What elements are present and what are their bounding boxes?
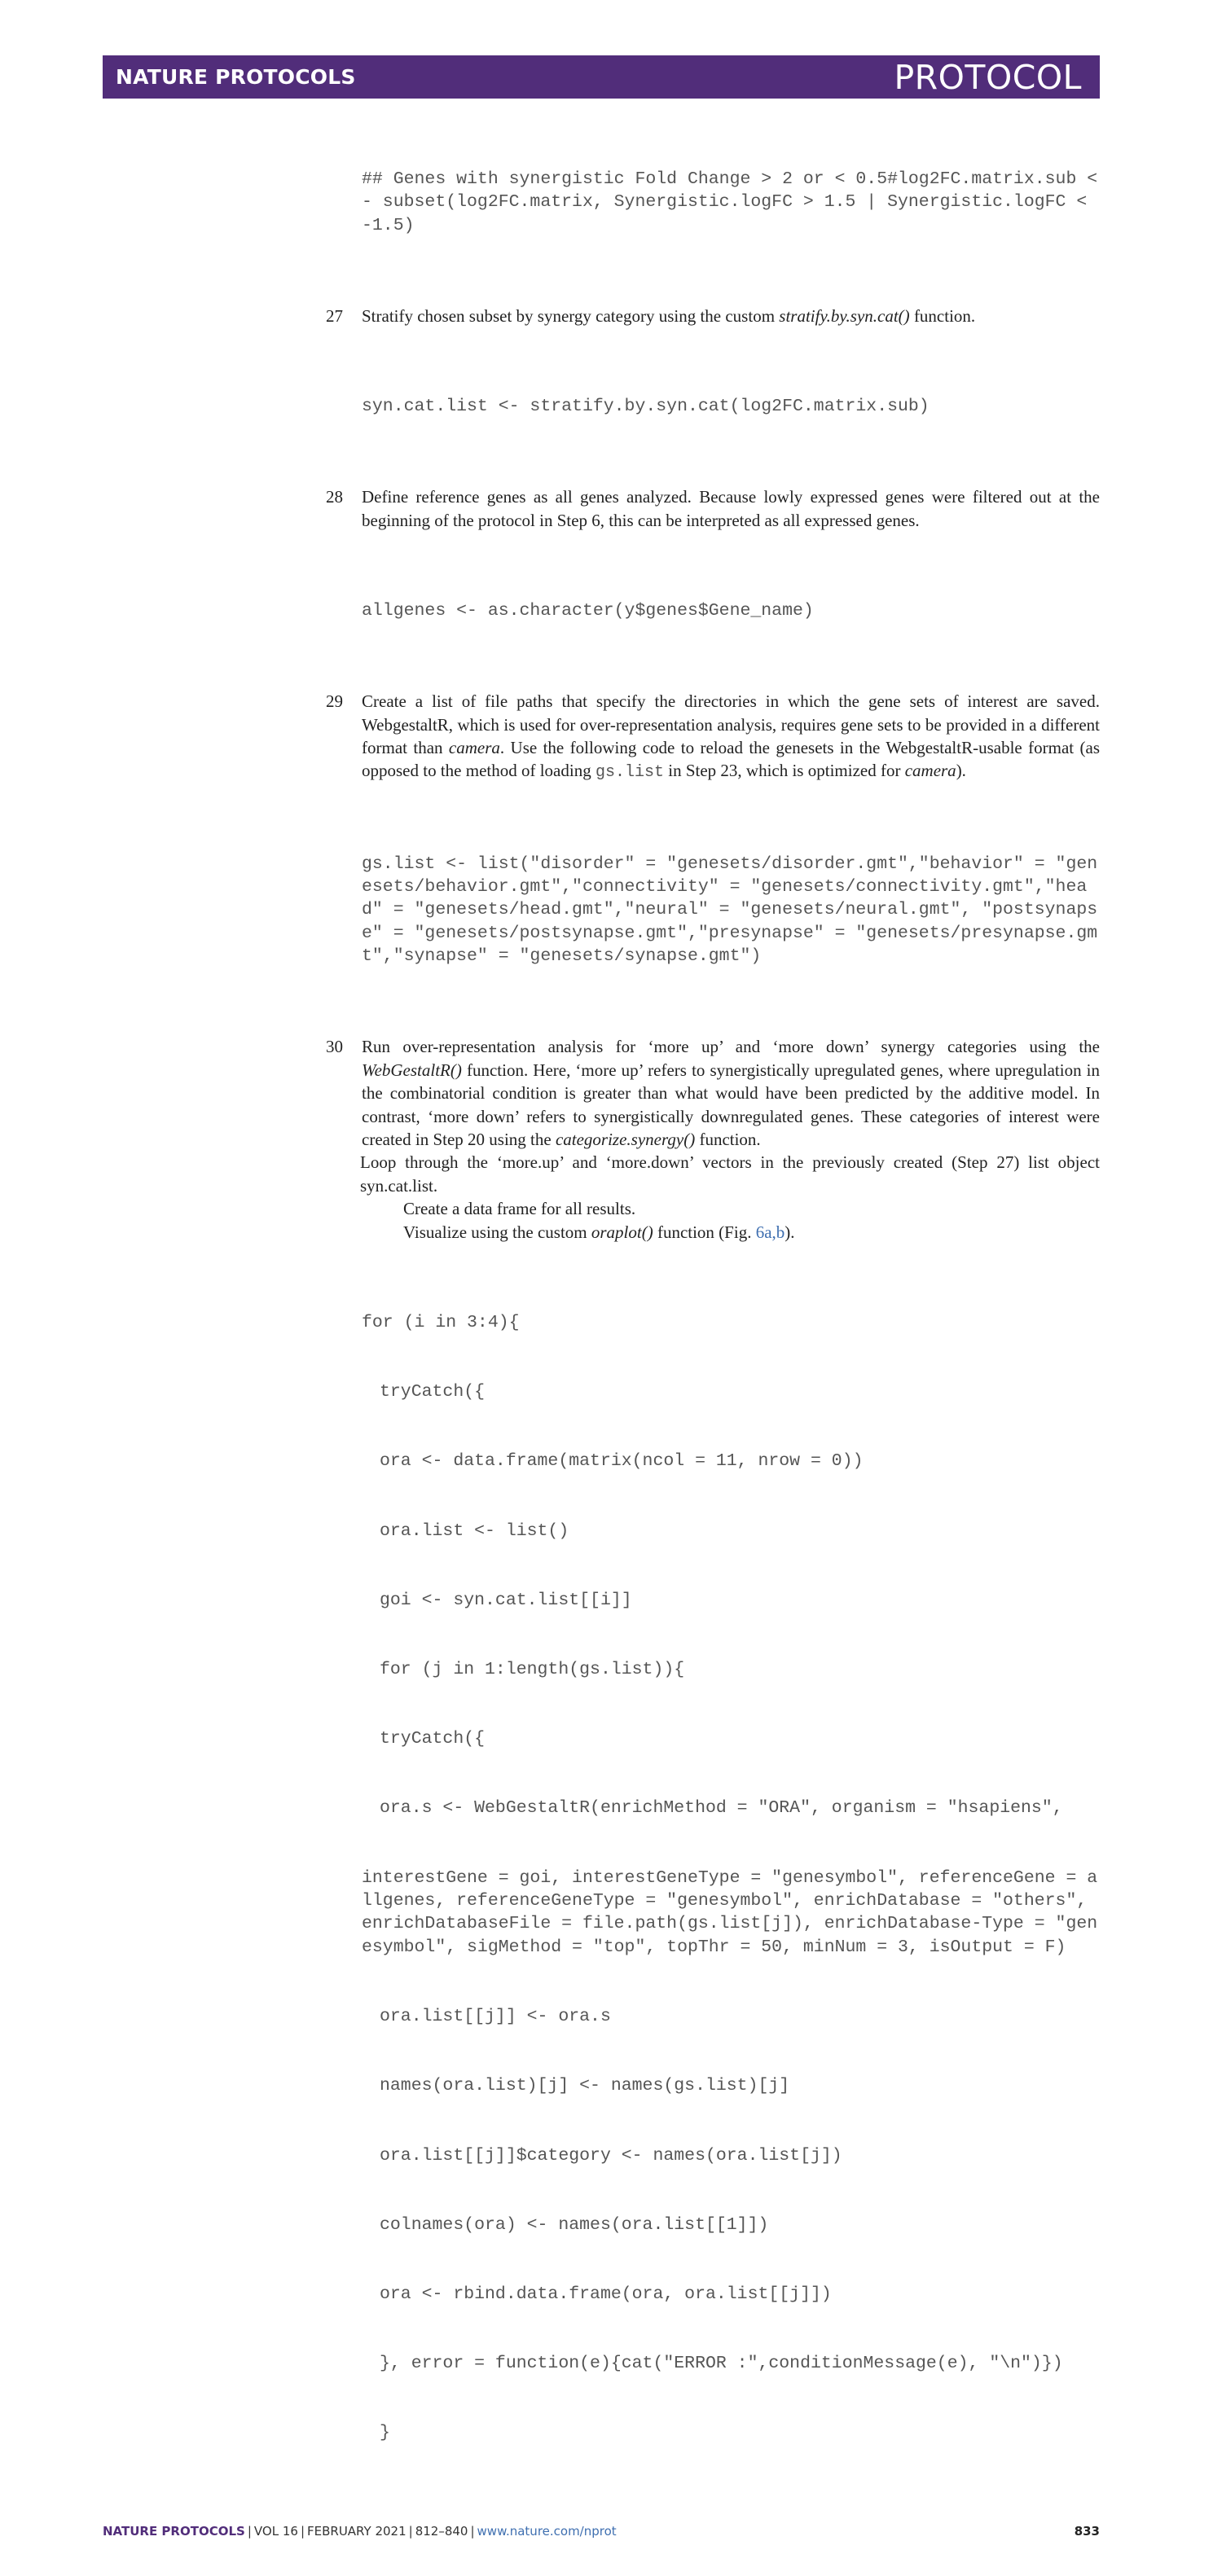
step-text xyxy=(362,1035,1100,1151)
code-line: colnames(ora) <- names(ora.list[[1]]) xyxy=(380,2214,769,2235)
code-line: for (i in 3:4){ xyxy=(362,1312,520,1332)
code-line: names(ora.list)[j] <- names(gs.list)[j] xyxy=(380,2076,790,2096)
code-line: syn.cat.list <- stratify.by.syn.cat(log2FC.matrix.sub) xyxy=(362,397,930,417)
step-29 xyxy=(326,690,1100,785)
step-27 xyxy=(326,305,1100,327)
code-line: } xyxy=(380,2423,390,2443)
separator: | xyxy=(247,2523,252,2539)
footer-url-link[interactable]: www.nature.com/nprot xyxy=(477,2523,617,2539)
figure-link[interactable]: 6a,b xyxy=(755,1222,785,1242)
step-28 xyxy=(326,485,1100,532)
code-block-subset xyxy=(362,121,1100,283)
page-footer xyxy=(103,2524,1100,2543)
package-name: camera xyxy=(904,761,956,781)
step-text xyxy=(362,690,1100,785)
text-run: Create a list of file paths that specify the directories in which the gene sets of interest are saved. WebgestaltR, which is used for over-representation analysis, requires gene sets to be provided in a different format than xyxy=(362,691,1100,757)
journal-name: NATURE PROTOCOLS xyxy=(116,65,356,89)
code-block-allgenes xyxy=(362,553,1100,669)
substep-visualize xyxy=(403,1221,1100,1244)
footer-journal: NATURE PROTOCOLS xyxy=(103,2523,245,2539)
code-line: ora.s <- WebGestaltR(enrichMethod = "ORA", organism = "hsapiens", xyxy=(380,1798,1063,1819)
code-line: goi <- syn.cat.list[[i]] xyxy=(380,1590,632,1610)
code-block-stratify xyxy=(362,349,1100,464)
text-run: function (Fig. xyxy=(653,1222,756,1242)
loop-instruction: Loop through the ‘more.up’ and ‘more.down’ vectors in the previously created (Step 27) list object syn.cat.list. xyxy=(360,1152,1100,1196)
code-line: ora <- rbind.data.frame(ora, ora.list[[j]]) xyxy=(380,2284,832,2304)
code-line: ora.list[[j]]$category <- names(ora.list[j]) xyxy=(380,2145,842,2166)
code-block-ora-loop xyxy=(362,1265,1100,2491)
code-line: gs.list <- list("disorder" = "genesets/disorder.gmt","behavior" = "genesets/behavior.gmt","connectivity" = "genesets/connectivity.gmt","head" = "genesets/head.gmt","neural" = "genesets/neural.gmt", "postsynapse" = "genesets/postsynapse.gmt","presynapse" = "genesets/presynapse.gmt","synapse" = "genesets/synapse.gmt") xyxy=(362,854,1098,967)
separator: | xyxy=(470,2523,475,2539)
article-type: PROTOCOL xyxy=(894,58,1082,97)
function-name: WebGestaltR() xyxy=(362,1060,462,1080)
substep-create-data-frame: Create a data frame for all results. xyxy=(403,1199,636,1219)
text-run: function. Here, ‘more up’ refers to synergistically upregulated genes, where upregulation in the combinatorial condition is greater than what would have been predicted by the additive model. In contrast, ‘more down’ refers to synergistically downregulated genes. These categories of interest were created in Step 20 using the xyxy=(362,1060,1100,1150)
function-name: oraplot() xyxy=(591,1222,653,1242)
text-run: Visualize using the custom xyxy=(403,1222,591,1242)
step-number: 27 xyxy=(326,305,343,326)
page-number: 833 xyxy=(1074,2523,1100,2539)
text-run: ). xyxy=(784,1222,795,1242)
separator: | xyxy=(408,2523,413,2539)
function-name: categorize.synergy() xyxy=(555,1130,696,1150)
text-run: ). xyxy=(956,761,966,781)
code-line: tryCatch({ xyxy=(380,1382,486,1402)
text-run: . Use the following code to reload the genesets in the WebgestaltR-usable format (as opposed to the method of loading xyxy=(362,737,1100,781)
journal-header-band xyxy=(103,55,1100,99)
inline-code: gs.list xyxy=(595,763,664,783)
function-name: stratify.by.syn.cat() xyxy=(779,305,910,326)
code-line: }, error = function(e){cat("ERROR :",conditionMessage(e), "\n")}) xyxy=(380,2354,1063,2374)
code-line: allgenes <- as.character(y$genes$Gene_name) xyxy=(362,600,814,621)
text-run: Run over-representation analysis for ‘more up’ and ‘more down’ synergy categories using the xyxy=(362,1037,1100,1057)
code-line: ora.list <- list() xyxy=(380,1521,569,1541)
footer-volume: VOL 16 xyxy=(253,2523,298,2539)
code-line: ## Genes with synergistic Fold Change > 2 or < 0.5#log2FC.matrix.sub <- subset(log2FC.matrix, Synergistic.logFC > 1.5 | Synergistic.logFC < -1.5) xyxy=(362,169,1098,235)
article-body xyxy=(326,121,1100,2491)
text-run: Stratify chosen subset by synergy category using the custom xyxy=(362,305,780,326)
step-text: Define reference genes as all genes analyzed. Because lowly expressed genes were filtered out at the beginning of the protocol in Step 6, this can be interpreted as all expressed genes. xyxy=(362,487,1100,530)
code-block-gs-list xyxy=(362,806,1100,1015)
text-run: in Step 23, which is optimized for xyxy=(663,761,905,781)
code-line: ora <- data.frame(matrix(ncol = 11, nrow = 0)) xyxy=(380,1451,864,1472)
step-number: 28 xyxy=(326,487,343,507)
code-line: for (j in 1:length(gs.list)){ xyxy=(380,1659,685,1679)
code-line: tryCatch({ xyxy=(380,1729,486,1749)
text-run: function. xyxy=(909,305,976,326)
separator: | xyxy=(300,2523,305,2539)
footer-date: FEBRUARY 2021 xyxy=(307,2523,407,2539)
code-line: interestGene = goi, interestGeneType = "genesymbol", referenceGene = allgenes, referenceGeneType = "genesymbol", enrichDatabase = "others", enrichDatabaseFile = file.path(gs.list[j]), enrichDatabase-Type = "genesymbol", sigMethod = "top", topThr = 50, minNum = 3, isOutput = F) xyxy=(362,1867,1098,1957)
footer-pages: 812–840 xyxy=(415,2523,468,2539)
code-line: ora.list[[j]] <- ora.s xyxy=(380,2007,611,2027)
step-number: 29 xyxy=(326,691,343,712)
package-name: camera xyxy=(448,737,500,757)
step-number: 30 xyxy=(326,1037,343,1057)
step-text xyxy=(362,305,1100,327)
step-30 xyxy=(326,1035,1100,1151)
text-run: function. xyxy=(695,1130,761,1150)
